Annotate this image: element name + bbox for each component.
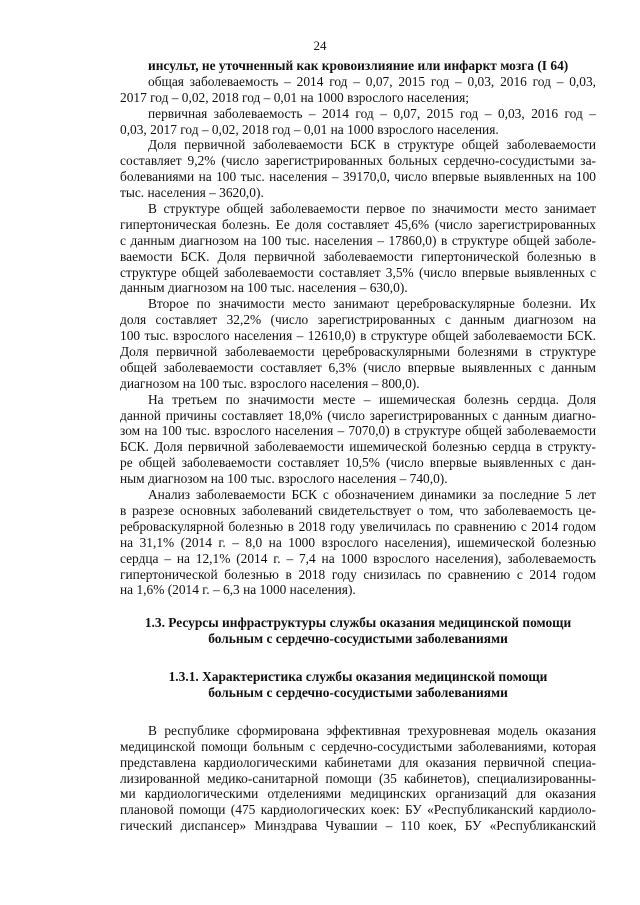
text-line: гический диспансер» Минздрава Чувашии – 110 коек, БУ «Республиканский xyxy=(120,818,596,834)
text-line: в разрезе основных заболеваний свидетельствует о том, что заболеваемость це- xyxy=(120,502,596,518)
text-line: В республике сформирована эффективная трехуровневая модель оказания xyxy=(148,722,596,738)
text-line: 0,03, 2017 год – 0,02, 2018 год – 0,01 на 1000 взрослого населения. xyxy=(120,121,499,137)
text-line: На третьем по значимости месте – ишемическая болезнь сердца. Доля xyxy=(148,391,596,407)
text-line: на 1,6% (2014 г. – 6,3 на 1000 населения). xyxy=(120,582,356,598)
text-line: БСК. Доля первичной заболеваемости ишемической болезнью сердца в структу- xyxy=(120,439,596,455)
text-line: тыс. населения – 3620,0). xyxy=(120,185,264,201)
text-line: общая заболеваемость – 2014 год – 0,07, 2015 год – 0,03, 2016 год – 0,03, xyxy=(148,73,596,89)
text-line: болеваниями на 100 тыс. населения – 39170,0, число впервые выявленных на 100 xyxy=(120,169,596,185)
page-body xyxy=(120,58,596,834)
text-line: зом на 100 тыс. взрослого населения – 7070,0) в структуре общей заболеваемости xyxy=(120,423,596,439)
page-number: 24 xyxy=(313,38,327,53)
subsection-heading: 1.3.1. Характеристика службы оказания медицинской помощи xyxy=(168,669,548,685)
text-line: сердца – на 12,1% (2014 г. – 7,4 на 1000 взрослого населения), заболеваемость xyxy=(120,550,596,566)
text-line: доля составляет 32,2% (число зарегистрированных с данным диагнозом на xyxy=(120,312,596,328)
text-line: Второе по значимости место занимают цереброваскулярные болезни. Их xyxy=(148,296,596,312)
text-line: данной причины составляет 18,0% (число зарегистрированных с данным диагно- xyxy=(120,407,596,423)
text-line: данным диагнозом на 100 тыс. населения – 630,0). xyxy=(120,280,408,296)
text-line: общей заболеваемости составляет 6,3% (число впервые выявленных с данным xyxy=(120,359,596,375)
subsection-heading: больным с сердечно-сосудистыми заболеваниями xyxy=(208,684,508,700)
text-line: инсульт, не уточненный как кровоизлияние или инфаркт мозга (I 64) xyxy=(148,58,569,73)
text-line: 2017 год – 0,02, 2018 год – 0,01 на 1000 взрослого населения; xyxy=(120,89,469,105)
text-line: ре общей заболеваемости составляет 10,5% (число впервые выявленных с дан- xyxy=(120,455,596,471)
text-line: 100 тыс. взрослого населения – 12610,0) в структуре общей заболеваемости БСК. xyxy=(120,328,596,344)
text-line: ваемости БСК. Доля первичной заболеваемости гипертонической болезнью в xyxy=(120,248,596,264)
text-line: с данным диагнозом на 100 тыс. населения – 17860,0) в структуре общей заболе- xyxy=(120,232,596,248)
section-heading: больным с сердечно-сосудистыми заболеваниями xyxy=(208,631,508,647)
section-heading: 1.3. Ресурсы инфраструктуры службы оказания медицинской помощи xyxy=(144,615,572,631)
text-line: составляет 9,2% (число зарегистрированных больных сердечно-сосудистыми за- xyxy=(120,153,596,169)
text-line: представлена кардиологическими кабинетами для оказания первичной специа- xyxy=(120,754,596,770)
text-line: на 31,1% (2014 г. – 8,0 на 1000 взрослого населения), ишемической болезнью xyxy=(120,534,596,550)
text-line: Доля первичной заболеваемости цереброваскулярными болезнями в структуре xyxy=(120,344,596,360)
text-line: Доля первичной заболеваемости БСК в структуре общей заболеваемости xyxy=(148,137,596,153)
text-line: реброваскулярной болезнью в 2018 году увеличилась по сравнению с 2014 годом xyxy=(120,518,596,534)
text-line: ми кардиологическими отделениями медицинских организаций для оказания xyxy=(120,786,596,802)
text-line: медицинской помощи больным с сердечно-сосудистыми заболеваниями, которая xyxy=(120,738,596,754)
text-line: лизированной медико-санитарной помощи (35 кабинетов), специализированны- xyxy=(120,770,596,786)
text-line: ным диагнозом на 100 тыс. взрослого населения – 740,0). xyxy=(120,471,448,487)
text-line: Анализ заболеваемости БСК с обозначением динамики за последние 5 лет xyxy=(148,487,596,503)
text-line: плановой помощи (475 кардиологических коек: БУ «Республиканский кардиоло- xyxy=(120,802,596,818)
text-line: гипертонической болезнью в 2018 году снизилась по сравнению с 2014 годом xyxy=(120,566,596,582)
text-line: структуре общей заболеваемости составляет 3,5% (число впервые выявленных с xyxy=(120,264,596,280)
text-line: первичная заболеваемость – 2014 год – 0,07, 2015 год – 0,03, 2016 год – xyxy=(148,105,596,121)
text-line: диагнозом на 100 тыс. взрослого населения – 800,0). xyxy=(120,375,420,391)
text-line: гипертоническая болезнь. Ее доля составляет 45,6% (число зарегистрированных xyxy=(120,216,596,232)
text-line: В структуре общей заболеваемости первое по значимости место занимает xyxy=(148,201,596,217)
